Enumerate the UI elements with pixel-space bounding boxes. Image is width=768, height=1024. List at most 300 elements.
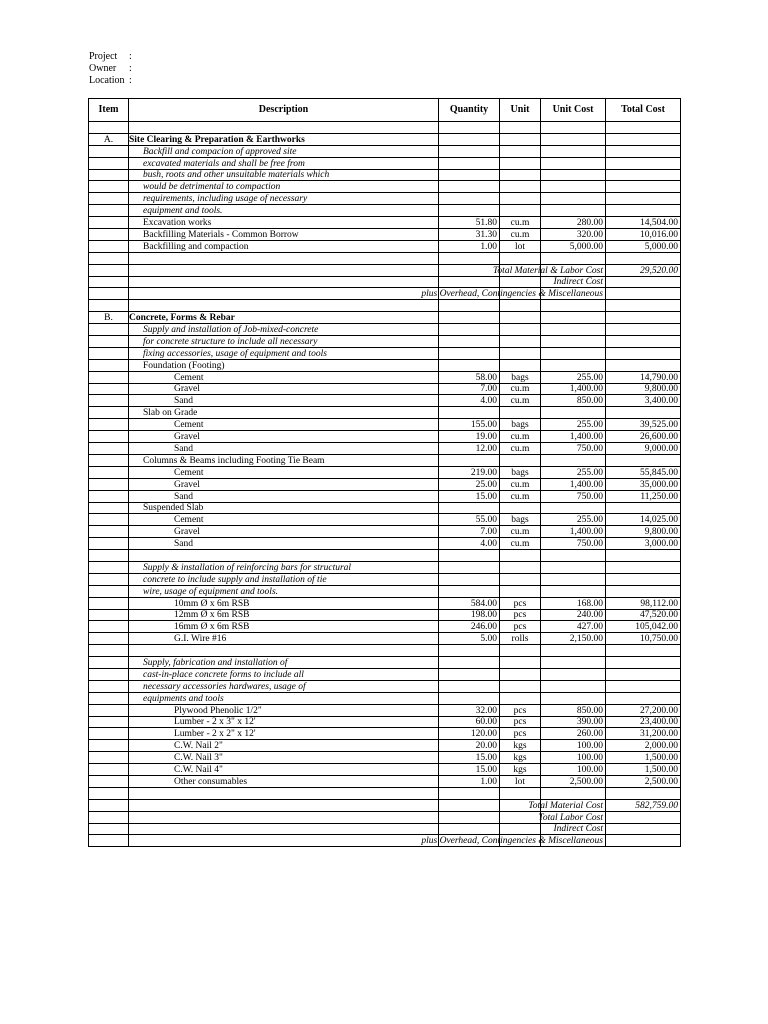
unit-cost-cell: 1,400.00 xyxy=(541,431,606,443)
item-cell xyxy=(89,240,129,252)
unit-cell: cu.m xyxy=(500,538,541,550)
specification-note-row xyxy=(89,657,681,669)
description-cell: Gravel xyxy=(129,478,439,490)
description-cell: Other consumables xyxy=(129,775,439,787)
description-cell: Supply, fabrication and installation of xyxy=(129,657,439,669)
total-cost-cell xyxy=(606,324,681,336)
quantity-cell xyxy=(439,122,500,134)
description-cell: bush, roots and other unsuitable materials which xyxy=(129,169,439,181)
unit-cost-cell xyxy=(541,454,606,466)
quantity-cell xyxy=(439,454,500,466)
total-cost-cell: 1,500.00 xyxy=(606,764,681,776)
unit-cost-cell xyxy=(541,359,606,371)
unit-cell xyxy=(500,657,541,669)
item-cell xyxy=(89,443,129,455)
summary-row xyxy=(89,288,681,300)
blank-row xyxy=(89,122,681,134)
total-cost-cell xyxy=(606,645,681,657)
unit-cell: cu.m xyxy=(500,526,541,538)
unit-cell xyxy=(500,359,541,371)
item-cell xyxy=(89,169,129,181)
description-cell: requirements, including usage of necessary xyxy=(129,193,439,205)
item-cell xyxy=(89,193,129,205)
summary-row xyxy=(89,835,681,847)
section-title: Site Clearing & Preparation & Earthworks xyxy=(129,134,305,145)
quantity-cell: 219.00 xyxy=(439,466,500,478)
quantity-cell: 4.00 xyxy=(439,395,500,407)
summary-label-cell xyxy=(541,276,606,288)
unit-cost-cell: 320.00 xyxy=(541,229,606,241)
blank-row xyxy=(89,645,681,657)
quantity-cell: 4.00 xyxy=(439,538,500,550)
item-cell xyxy=(89,514,129,526)
quantity-cell xyxy=(439,359,500,371)
quantity-cell: 1.00 xyxy=(439,240,500,252)
table-row xyxy=(89,478,681,490)
unit-cell xyxy=(500,300,541,312)
unit-cell: pcs xyxy=(500,621,541,633)
table-row xyxy=(89,597,681,609)
table-row xyxy=(89,538,681,550)
unit-cost-cell xyxy=(541,193,606,205)
specification-note-row xyxy=(89,668,681,680)
item-cell xyxy=(89,645,129,657)
quantity-cell: 20.00 xyxy=(439,740,500,752)
unit-cost-cell: 1,400.00 xyxy=(541,383,606,395)
total-cost-cell xyxy=(606,205,681,217)
unit-cell xyxy=(500,312,541,324)
quantity-cell xyxy=(439,799,500,811)
quantity-cell xyxy=(439,585,500,597)
unit-cell xyxy=(500,324,541,336)
quantity-cell: 120.00 xyxy=(439,728,500,740)
quantity-cell xyxy=(439,811,500,823)
specification-note-row xyxy=(89,157,681,169)
item-cell xyxy=(89,561,129,573)
unit-cell xyxy=(500,347,541,359)
description-cell xyxy=(129,300,439,312)
quantity-cell: 198.00 xyxy=(439,609,500,621)
quantity-cell: 5.00 xyxy=(439,633,500,645)
item-cell: B. xyxy=(89,312,129,324)
item-cell xyxy=(89,181,129,193)
unit-cell: cu.m xyxy=(500,217,541,229)
quantity-cell: 25.00 xyxy=(439,478,500,490)
quantity-cell xyxy=(439,550,500,562)
specification-note-row xyxy=(89,680,681,692)
description-cell xyxy=(129,835,439,847)
item-cell xyxy=(89,740,129,752)
table-row xyxy=(89,728,681,740)
item-cell xyxy=(89,490,129,502)
total-cost-cell xyxy=(606,359,681,371)
summary-label-cell xyxy=(541,823,606,835)
quantity-cell xyxy=(439,193,500,205)
total-cost-cell xyxy=(606,668,681,680)
description-cell: Gravel xyxy=(129,383,439,395)
quantity-cell xyxy=(439,145,500,157)
description-cell: Sand xyxy=(129,490,439,502)
item-cell xyxy=(89,276,129,288)
table-row xyxy=(89,419,681,431)
unit-cost-cell xyxy=(541,407,606,419)
total-cost-cell xyxy=(606,585,681,597)
specification-note-row xyxy=(89,169,681,181)
column-header-unit-cost: Unit Cost xyxy=(541,99,606,122)
description-cell: Slab on Grade xyxy=(129,407,439,419)
unit-cost-cell: 1,400.00 xyxy=(541,478,606,490)
description-cell: Sand xyxy=(129,395,439,407)
item-cell xyxy=(89,668,129,680)
total-cost-cell xyxy=(606,811,681,823)
description-cell: Cement xyxy=(129,466,439,478)
table-row xyxy=(89,240,681,252)
summary-label: plus Overhead, Contingencies & Miscellaneous xyxy=(421,289,603,300)
summary-label-cell xyxy=(493,264,606,276)
quantity-cell xyxy=(439,573,500,585)
total-cost-cell: 27,200.00 xyxy=(606,704,681,716)
summary-label: Indirect Cost xyxy=(553,824,603,835)
unit-cell xyxy=(500,193,541,205)
unit-cost-cell xyxy=(541,157,606,169)
quantity-cell: 60.00 xyxy=(439,716,500,728)
specification-note-row xyxy=(89,561,681,573)
unit-cost-cell xyxy=(541,561,606,573)
header-sep: : xyxy=(129,63,132,74)
table-row xyxy=(89,716,681,728)
unit-cell: cu.m xyxy=(500,383,541,395)
description-cell: G.I. Wire #16 xyxy=(129,633,439,645)
specification-note-row xyxy=(89,205,681,217)
unit-cost-cell xyxy=(541,550,606,562)
table-row xyxy=(89,454,681,466)
quantity-cell: 12.00 xyxy=(439,443,500,455)
item-cell xyxy=(89,288,129,300)
description-cell: Foundation (Footing) xyxy=(129,359,439,371)
unit-cell: kgs xyxy=(500,764,541,776)
summary-label-cell xyxy=(538,811,606,823)
unit-cost-cell: 100.00 xyxy=(541,740,606,752)
blank-row xyxy=(89,550,681,562)
unit-cell: cu.m xyxy=(500,490,541,502)
item-cell xyxy=(89,419,129,431)
section-row xyxy=(89,312,681,324)
description-cell: concrete to include supply and installation of tie xyxy=(129,573,439,585)
total-cost-cell xyxy=(606,454,681,466)
unit-cost-cell xyxy=(541,680,606,692)
quantity-cell xyxy=(439,657,500,669)
description-cell: would be detrimental to compaction xyxy=(129,181,439,193)
total-cost-cell xyxy=(606,823,681,835)
total-cost-cell xyxy=(606,692,681,704)
unit-cell xyxy=(500,811,541,823)
unit-cell: pcs xyxy=(500,728,541,740)
total-cost-cell xyxy=(606,657,681,669)
unit-cell: cu.m xyxy=(500,431,541,443)
description-cell: Backfilling and compaction xyxy=(129,240,439,252)
description-cell xyxy=(129,799,439,811)
unit-cost-cell xyxy=(541,133,606,145)
header-field-project xyxy=(89,51,132,63)
unit-cell xyxy=(500,276,541,288)
summary-label: Indirect Cost xyxy=(553,277,603,288)
item-cell xyxy=(89,431,129,443)
total-cost-cell xyxy=(606,145,681,157)
quantity-cell: 246.00 xyxy=(439,621,500,633)
column-header-total-cost: Total Cost xyxy=(606,99,681,122)
item-cell xyxy=(89,752,129,764)
description-cell: Supply and installation of Job-mixed-concrete xyxy=(129,324,439,336)
quantity-cell: 31.30 xyxy=(439,229,500,241)
quantity-cell xyxy=(439,561,500,573)
unit-cost-cell: 750.00 xyxy=(541,538,606,550)
unit-cost-cell: 260.00 xyxy=(541,728,606,740)
quantity-cell xyxy=(439,264,500,276)
header-sep: : xyxy=(129,51,132,62)
table-row xyxy=(89,752,681,764)
section-row xyxy=(89,133,681,145)
unit-cost-cell: 168.00 xyxy=(541,597,606,609)
total-cost-cell xyxy=(606,561,681,573)
unit-cell: pcs xyxy=(500,597,541,609)
total-cost-cell: 9,000.00 xyxy=(606,443,681,455)
total-cost-cell: 47,520.00 xyxy=(606,609,681,621)
description-cell xyxy=(129,133,439,145)
unit-cell xyxy=(500,252,541,264)
unit-cell xyxy=(500,122,541,134)
item-cell xyxy=(89,229,129,241)
item-cell xyxy=(89,407,129,419)
blank-row xyxy=(89,300,681,312)
description-cell: 12mm Ø x 6m RSB xyxy=(129,609,439,621)
table-row xyxy=(89,407,681,419)
unit-cell xyxy=(500,454,541,466)
table-row xyxy=(89,775,681,787)
description-cell: Suspended Slab xyxy=(129,502,439,514)
item-cell xyxy=(89,835,129,847)
description-cell xyxy=(129,823,439,835)
item-cell xyxy=(89,633,129,645)
summary-row xyxy=(89,264,681,276)
total-cost-cell: 31,200.00 xyxy=(606,728,681,740)
table-row xyxy=(89,621,681,633)
quantity-cell: 55.00 xyxy=(439,514,500,526)
unit-cell xyxy=(500,502,541,514)
total-cost-cell xyxy=(606,193,681,205)
bill-of-quantities-table xyxy=(88,98,681,847)
description-cell: Columns & Beams including Footing Tie Beam xyxy=(129,454,439,466)
total-cost-cell xyxy=(606,407,681,419)
description-cell: equipments and tools xyxy=(129,692,439,704)
unit-cell: cu.m xyxy=(500,229,541,241)
total-cost-cell: 29,520.00 xyxy=(606,264,681,276)
unit-cell: cu.m xyxy=(500,478,541,490)
description-cell: for concrete structure to include all necessary xyxy=(129,336,439,348)
unit-cell: bags xyxy=(500,514,541,526)
table-row xyxy=(89,633,681,645)
quantity-cell: 32.00 xyxy=(439,704,500,716)
unit-cost-cell: 850.00 xyxy=(541,395,606,407)
summary-row xyxy=(89,276,681,288)
header-label: Location xyxy=(89,75,125,86)
total-cost-cell xyxy=(606,300,681,312)
item-cell xyxy=(89,454,129,466)
quantity-cell xyxy=(439,787,500,799)
description-cell: C.W. Nail 3" xyxy=(129,752,439,764)
description-cell xyxy=(129,787,439,799)
description-cell: C.W. Nail 4" xyxy=(129,764,439,776)
table-row xyxy=(89,395,681,407)
unit-cell xyxy=(500,157,541,169)
summary-label-cell xyxy=(421,288,606,300)
table-row xyxy=(89,502,681,514)
description-cell: Backfill and compacion of approved site xyxy=(129,145,439,157)
unit-cost-cell xyxy=(541,169,606,181)
item-cell xyxy=(89,347,129,359)
unit-cell xyxy=(500,823,541,835)
total-cost-cell xyxy=(606,157,681,169)
description-cell xyxy=(129,122,439,134)
quantity-cell: 19.00 xyxy=(439,431,500,443)
total-cost-cell xyxy=(606,835,681,847)
unit-cell xyxy=(500,133,541,145)
total-cost-cell xyxy=(606,122,681,134)
column-header-item: Item xyxy=(89,99,129,122)
item-cell xyxy=(89,550,129,562)
column-header-quantity: Quantity xyxy=(439,99,500,122)
quantity-cell: 58.00 xyxy=(439,371,500,383)
quantity-cell xyxy=(439,133,500,145)
item-cell xyxy=(89,395,129,407)
summary-row xyxy=(89,811,681,823)
item-cell xyxy=(89,157,129,169)
item-cell xyxy=(89,764,129,776)
summary-label: Total Labor Cost xyxy=(538,812,603,823)
item-cell xyxy=(89,597,129,609)
total-cost-cell: 2,000.00 xyxy=(606,740,681,752)
quantity-cell xyxy=(439,502,500,514)
total-cost-cell: 9,800.00 xyxy=(606,383,681,395)
specification-note-row xyxy=(89,692,681,704)
unit-cost-cell xyxy=(541,181,606,193)
total-cost-cell: 14,790.00 xyxy=(606,371,681,383)
total-cost-cell: 11,250.00 xyxy=(606,490,681,502)
total-cost-cell: 39,525.00 xyxy=(606,419,681,431)
item-cell xyxy=(89,728,129,740)
unit-cost-cell: 280.00 xyxy=(541,217,606,229)
table-row xyxy=(89,229,681,241)
table-row xyxy=(89,704,681,716)
quantity-cell: 51.80 xyxy=(439,217,500,229)
total-cost-cell: 3,000.00 xyxy=(606,538,681,550)
item-cell xyxy=(89,145,129,157)
item-cell xyxy=(89,264,129,276)
item-cell xyxy=(89,300,129,312)
summary-label-cell xyxy=(528,799,606,811)
unit-cell xyxy=(500,550,541,562)
item-cell xyxy=(89,692,129,704)
unit-cost-cell xyxy=(541,585,606,597)
item-cell xyxy=(89,716,129,728)
header-field-location xyxy=(89,75,132,87)
description-cell: excavated materials and shall be free from xyxy=(129,157,439,169)
quantity-cell xyxy=(439,823,500,835)
unit-cell xyxy=(500,680,541,692)
quantity-cell xyxy=(439,407,500,419)
quantity-cell: 584.00 xyxy=(439,597,500,609)
unit-cell: pcs xyxy=(500,704,541,716)
unit-cell: lot xyxy=(500,775,541,787)
blank-row xyxy=(89,787,681,799)
description-cell xyxy=(129,645,439,657)
table-row xyxy=(89,443,681,455)
total-cost-cell: 1,500.00 xyxy=(606,752,681,764)
table-row xyxy=(89,526,681,538)
description-cell xyxy=(129,550,439,562)
quantity-cell xyxy=(439,276,500,288)
total-cost-cell xyxy=(606,680,681,692)
header-field-owner xyxy=(89,63,132,75)
unit-cost-cell xyxy=(541,300,606,312)
quantity-cell xyxy=(439,312,500,324)
item-cell xyxy=(89,585,129,597)
item-cell xyxy=(89,502,129,514)
item-cell xyxy=(89,657,129,669)
unit-cell xyxy=(500,169,541,181)
table-row xyxy=(89,431,681,443)
unit-cell: cu.m xyxy=(500,395,541,407)
item-cell xyxy=(89,787,129,799)
description-cell: Lumber - 2 x 3" x 12' xyxy=(129,716,439,728)
unit-cell xyxy=(500,336,541,348)
total-cost-cell: 582,759.00 xyxy=(606,799,681,811)
unit-cell xyxy=(500,181,541,193)
item-cell xyxy=(89,799,129,811)
blank-row xyxy=(89,252,681,264)
unit-cost-cell xyxy=(541,657,606,669)
total-cost-cell: 9,800.00 xyxy=(606,526,681,538)
unit-cost-cell xyxy=(541,145,606,157)
description-cell: Backfilling Materials - Common Borrow xyxy=(129,229,439,241)
unit-cost-cell: 2,500.00 xyxy=(541,775,606,787)
table-body xyxy=(89,122,681,847)
total-cost-cell xyxy=(606,252,681,264)
specification-note-row xyxy=(89,181,681,193)
total-cost-cell: 26,600.00 xyxy=(606,431,681,443)
total-cost-cell xyxy=(606,336,681,348)
specification-note-row xyxy=(89,336,681,348)
total-cost-cell: 10,750.00 xyxy=(606,633,681,645)
total-cost-cell: 35,000.00 xyxy=(606,478,681,490)
item-cell xyxy=(89,680,129,692)
total-cost-cell xyxy=(606,288,681,300)
header-sep: : xyxy=(129,75,132,86)
specification-note-row xyxy=(89,324,681,336)
table-row xyxy=(89,359,681,371)
item-cell xyxy=(89,621,129,633)
item-cell xyxy=(89,526,129,538)
quantity-cell xyxy=(439,300,500,312)
description-cell xyxy=(129,264,439,276)
unit-cell xyxy=(500,692,541,704)
table-row xyxy=(89,466,681,478)
header-label: Project xyxy=(89,51,118,62)
item-cell xyxy=(89,811,129,823)
unit-cell: bags xyxy=(500,419,541,431)
unit-cell xyxy=(500,645,541,657)
column-header-description: Description xyxy=(129,99,439,122)
total-cost-cell: 3,400.00 xyxy=(606,395,681,407)
